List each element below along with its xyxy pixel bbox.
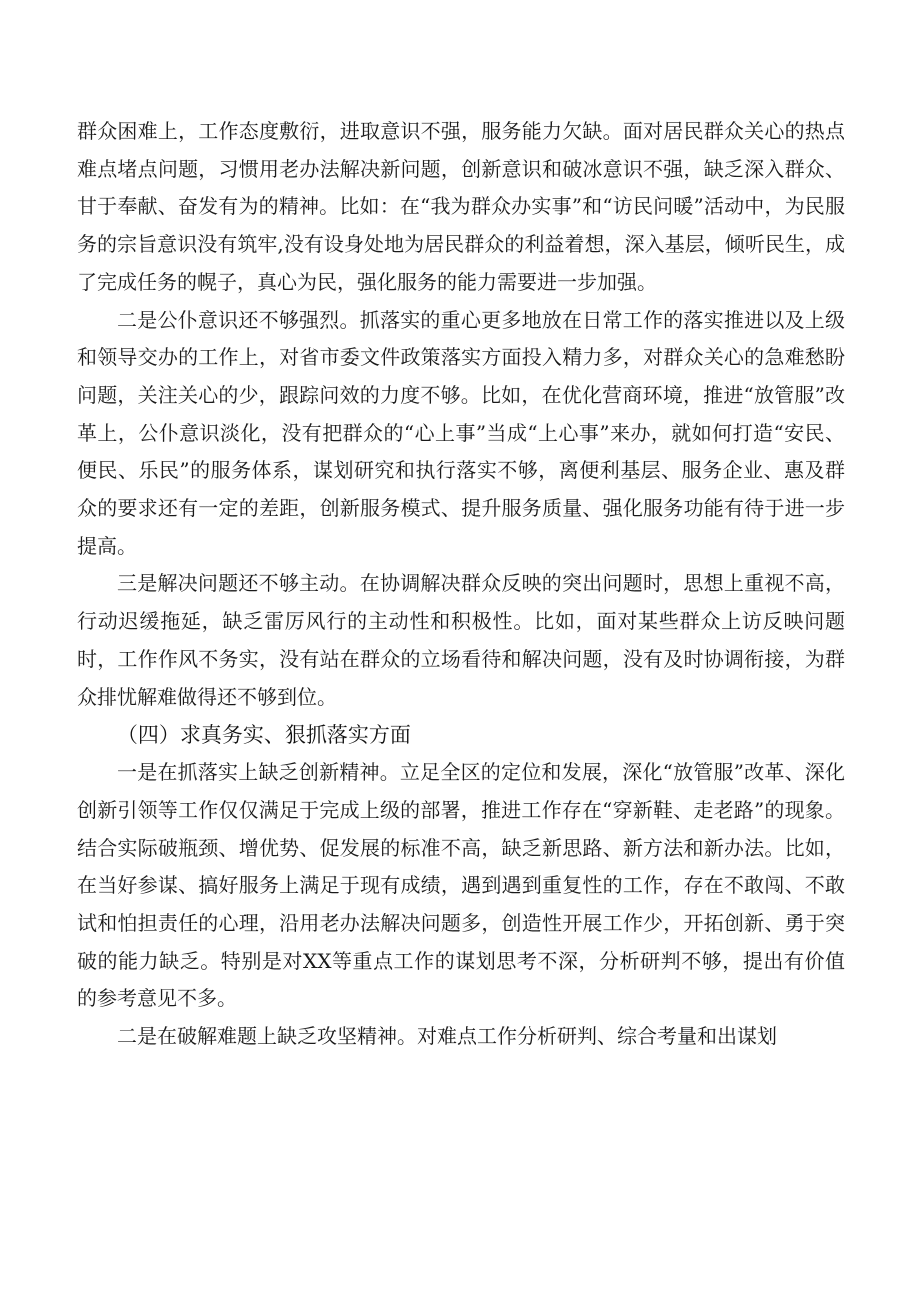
- paragraph-innovation-spirit: 一是在抓落实上缺乏创新精神。立足全区的定位和发展，深化“放管服”改革、深化创新引领等工作仅仅满足于完成上级的部署，推进工作存在“穿新鞋、走老路”的现象。结合实际破瓶颈、增优势、促发展的标准不高，缺乏新思路、新方法和新办法。比如，在当好参谋、搞好服务上满足于现有成绩，遇到遇到重复性的工作，存在不敢闯、不敢试和怕担责任的心理，沿用老办法解决问题多，创造性开展工作少，开拓创新、勇于突破的能力缺乏。特别是对XX等重点工作的谋划思考不深，分析研判不够，提出有价值的参考意见不多。: [77, 760, 845, 1011]
- section-heading: （四）求真务实、狠抓落实方面: [116, 723, 411, 748]
- paragraph-problem-solving-initiative: 三是解决问题还不够主动。在协调解决群众反映的突出问题时，思想上重视不高，行动迟缓拖延，缺乏雷厉风行的主动性和积极性。比如，面对某些群众上访反映问题时，工作作风不务实，没有站在群众的立场看待和解决问题，没有及时协调衔接，为群众排忧解难做得还不够到位。: [77, 571, 845, 709]
- document-body: [77, 113, 845, 1056]
- paragraph-tackling-difficulties: 二是在破解难题上缺乏攻坚精神。对难点工作分析研判、综合考量和出谋划: [117, 1024, 777, 1049]
- paragraph-public-servant-awareness: 二是公仆意识还不够强烈。抓落实的重心更多地放在日常工作的落实推进以及上级和领导交办的工作上，对省市委文件政策落实方面投入精力多，对群众关心的急难愁盼问题，关注关心的少，跟踪问效的力度不够。比如，在优化营商环境，推进“放管服”改革上，公仆意识淡化，没有把群众的“心上事”当成“上心事”来办，就如何打造“安民、便民、乐民”的服务体系，谋划研究和执行落实不够，离便利基层、服务企业、惠及群众的要求还有一定的差距，创新服务模式、提升服务质量、强化服务功能有待于进一步提高。: [77, 307, 845, 558]
- paragraph-continuation: 群众困难上，工作态度敷衍，进取意识不强，服务能力欠缺。面对居民群众关心的热点难点堵点问题，习惯用老办法解决新问题，创新意识和破冰意识不强，缺乏深入群众、甘于奉献、奋发有为的精神。比如：在“我为群众办实事”和“访民问暖”活动中，为民服务的宗旨意识没有筑牢,没有设身处地为居民群众的利益着想，深入基层，倾听民生，成了完成任务的幌子，真心为民，强化服务的能力需要进一步加强。: [77, 119, 845, 294]
